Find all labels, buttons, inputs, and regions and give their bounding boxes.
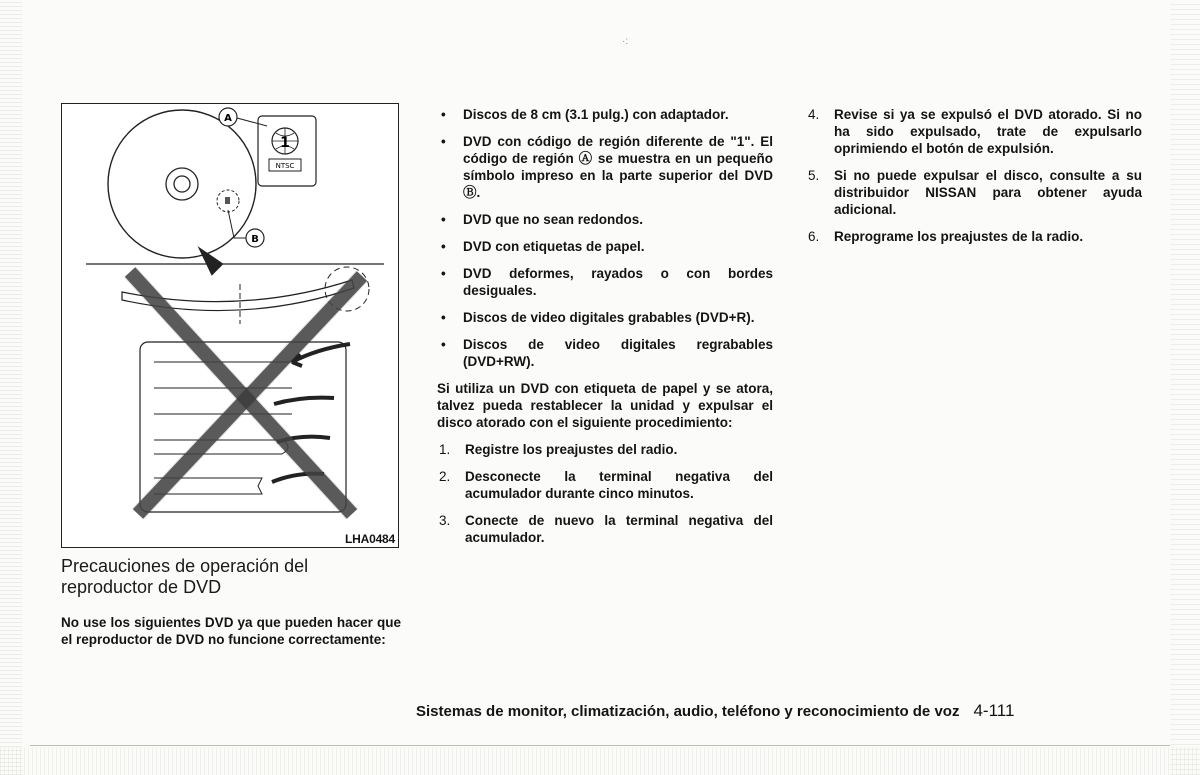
ntsc-label: NTSC [275, 162, 295, 170]
procedure-intro: Si utiliza un DVD con etiqueta de papel y se atora, talvez pueda restablecer la unidad y expulsar el disco atorado con el siguiente procedimiento: [437, 381, 773, 430]
scan-noise-right [1170, 0, 1200, 775]
region-code-label: 1 [280, 135, 290, 151]
step-number: 2. [439, 469, 451, 484]
bullet-marker: • [441, 212, 446, 227]
figure-code: LHA0484 [345, 532, 395, 546]
list-item [437, 211, 773, 228]
bullet-marker: • [441, 239, 446, 254]
list-item [437, 133, 773, 201]
list-item [437, 265, 773, 299]
bullet-text: DVD deformes, rayados o con bordes desiguales. [463, 266, 773, 298]
scan-noise-left [0, 0, 22, 775]
section-caption: Precauciones de operación del reproductor de DVD [61, 556, 309, 597]
list-item [437, 336, 773, 370]
step-number: 5. [808, 168, 820, 183]
right-column [806, 106, 1142, 255]
page-number: 4-111 [973, 701, 1015, 720]
insert-arrow-2 [274, 398, 334, 404]
callout-b-label: B [251, 234, 259, 245]
bullet-text: Discos de video digitales regrabables (DVD+RW). [463, 337, 773, 369]
intro-text: No use los siguientes DVD ya que pueden hacer que el reproductor de DVD no funcione correctamente: [61, 615, 401, 647]
illustration-drawing [62, 104, 399, 548]
list-item [437, 106, 773, 123]
step-number: 6. [808, 229, 820, 244]
procedure-step [437, 468, 773, 502]
bottom-rule [30, 745, 1170, 746]
procedure-step [437, 512, 773, 546]
procedure-step [806, 228, 1142, 245]
step-text: Si no puede expulsar el disco, consulte a su distribuidor NISSAN para obtener ayuda adicional. [834, 168, 1142, 217]
middle-column [437, 106, 773, 556]
bullet-marker: • [441, 310, 446, 325]
footer-section-title: Sistemas de monitor, climatización, audio, teléfono y reconocimiento de voz [416, 703, 960, 720]
page-footer [416, 701, 1136, 721]
step-text: Revise si ya se expulsó el DVD atorado. Si no ha sido expulsado, trate de expulsarlo oprimiendo el botón de expulsión. [834, 107, 1142, 156]
dvd-precautions-illustration [61, 103, 399, 548]
bullet-marker: • [441, 266, 446, 281]
bullet-text: DVD con etiquetas de papel. [463, 239, 645, 254]
list-item [437, 309, 773, 326]
procedure-step [437, 441, 773, 458]
region-mark-symbol [225, 197, 230, 204]
dvd-hole-inner [174, 176, 190, 192]
callout-a-label: A [224, 113, 232, 124]
dvd-hole-outer [166, 168, 198, 200]
scan-speck: ·: [622, 36, 629, 47]
step-number: 4. [808, 107, 820, 122]
procedure-step [806, 167, 1142, 218]
bullet-marker: • [441, 107, 446, 122]
step-text: Registre los preajustes del radio. [465, 442, 678, 457]
step-text: Desconecte la terminal negativa del acumulador durante cinco minutos. [465, 469, 773, 501]
bullet-text: Discos de 8 cm (3.1 pulg.) con adaptador. [463, 107, 729, 122]
region-code-box [258, 116, 316, 186]
scan-noise-bottom [0, 747, 1200, 775]
bullet-marker: • [441, 337, 446, 352]
step-number: 3. [439, 513, 451, 528]
callout-a-leader [237, 118, 267, 126]
list-item [437, 238, 773, 255]
bullet-marker: • [441, 134, 446, 149]
procedure-step [806, 106, 1142, 157]
bullet-text: DVD que no sean redondos. [463, 212, 644, 227]
step-text: Conecte de nuevo la terminal negativa del acumulador. [465, 513, 773, 545]
bullet-text: Discos de video digitales grabables (DVD+R). [463, 310, 755, 325]
bullet-text: DVD con código de región diferente de "1". El código de región Ⓐ se muestra en un pequeño símbolo impreso en la parte superior del DVD Ⓑ. [463, 134, 773, 200]
step-text: Reprograme los preajustes de la radio. [834, 229, 1084, 244]
step-number: 1. [439, 442, 451, 457]
